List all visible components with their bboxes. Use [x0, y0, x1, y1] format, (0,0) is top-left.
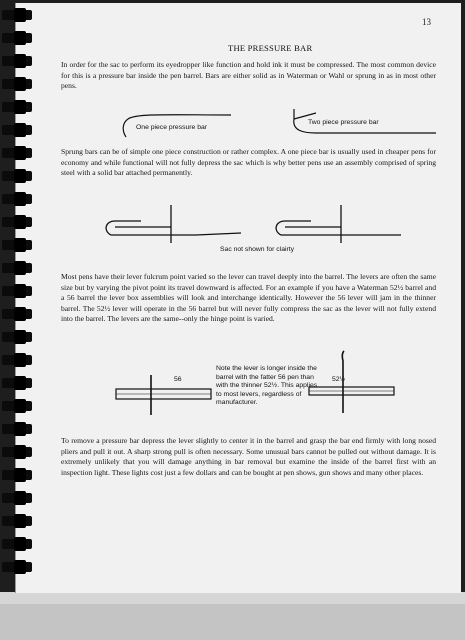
label-52: 52½ [332, 376, 346, 383]
label-56: 56 [174, 376, 182, 383]
paragraph-intro: In order for the sac to perform its eyedropper like function and hold ink it must be compressed. The most common device for this is a pressure bar inside the pen barrel. Bars are either solid as in Waterman or Wahl or sprung in as in most other pens. [61, 60, 436, 91]
page-number: 13 [422, 17, 431, 27]
assembly-caption: Sac not shown for clairty [220, 246, 295, 253]
page-title: THE PRESSURE BAR [228, 43, 313, 53]
spiral-binding [0, 0, 40, 600]
document-page [15, 3, 461, 593]
two-piece-bar-label: Two piece pressure bar [308, 119, 379, 126]
barrel-56-drawing [116, 375, 211, 415]
paragraph-removal: To remove a pressure bar depress the lever slightly to center it in the barrel and grasp the bar end firmly with long nosed pliers and pull it out. A sharp strong pull is often necessary. Some unusual bars cannot be pulled out without damage. It is extremely unlikely that you will damage anything in bar removal but examine the inside of the barrel first with an inspection light. These lights cost just a few dollars and can be bought at pen shows, gun shows and many other places. [61, 436, 436, 477]
pressure-bar-figure [116, 103, 446, 143]
assembly-right-drawing [276, 205, 401, 243]
backdrop-shadow [0, 604, 465, 640]
paragraph-sprung-bars: Sprung bars can be of simple one piece construction or rather complex. A one piece bar is usually used in cheaper pens for economy and while functional will not fully depress the sac which is why better pens use an assembly comprised of spring steel with a solid bar attached permanently. [61, 147, 436, 178]
lever-note: Note the lever is longer inside the barrel with the fatter 56 pen than with the thinner 52½. This applies to most levers, regardless of manufacturer. [216, 365, 318, 407]
one-piece-bar-label: One piece pressure bar [136, 124, 208, 131]
paragraph-fulcrum: Most pens have their lever fulcrum point varied so the lever can travel deeply into the barrel. The levers are often the same size but by varying the pivot point its travel downward is affected. For an example if you have a Waterman 52½ barrel and a 56 barrel the lever box assemblies will look and interchange identically. However the 56 lever will jam in the thinner barrel. The 52½ lever will operate in the 56 barrel but will never fully compress the sac as the lever will not fully extend into the barrel. The levers are the same--only the hinge point is varied. [61, 272, 436, 324]
assembly-left-drawing [106, 205, 241, 243]
